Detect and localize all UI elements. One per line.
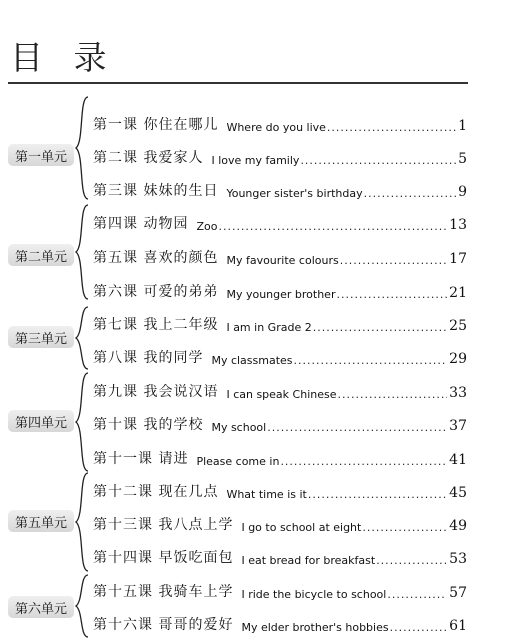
toc-row-lesson-10[interactable] bbox=[93, 410, 467, 434]
page-title: 目 录 bbox=[10, 38, 117, 77]
toc-row-lesson-7[interactable] bbox=[93, 310, 467, 334]
lesson-page-number: 5 bbox=[458, 151, 467, 167]
lesson-page-number: 37 bbox=[449, 418, 467, 434]
lesson-en-title: I love my family bbox=[211, 154, 300, 167]
lesson-page-number: 57 bbox=[449, 585, 467, 601]
dot-leader bbox=[267, 421, 447, 434]
lesson-en-title: My elder brother's hobbies bbox=[241, 621, 389, 634]
toc-row-lesson-16[interactable] bbox=[93, 610, 467, 634]
unit-label-2: 第二单元 bbox=[8, 244, 74, 266]
toc-row-lesson-2[interactable] bbox=[93, 143, 467, 167]
lesson-page-number: 29 bbox=[449, 351, 467, 367]
lesson-page-number: 25 bbox=[449, 318, 467, 334]
dot-leader bbox=[327, 121, 456, 134]
title-divider bbox=[8, 82, 468, 84]
lesson-cn-title: 第五课 喜欢的颜色 bbox=[93, 250, 219, 266]
brace-icon bbox=[75, 472, 91, 572]
lesson-en-title: I eat bread for breakfast bbox=[241, 554, 376, 567]
lesson-en-title: My school bbox=[211, 421, 267, 434]
dot-leader bbox=[300, 154, 456, 167]
unit-label-4: 第四单元 bbox=[8, 410, 74, 432]
toc-row-lesson-6[interactable] bbox=[93, 277, 467, 301]
dot-leader bbox=[390, 621, 448, 634]
lesson-page-number: 33 bbox=[449, 385, 467, 401]
lesson-en-title: I go to school at eight bbox=[241, 521, 362, 534]
lesson-cn-title: 第二课 我爱家人 bbox=[93, 150, 204, 166]
lesson-page-number: 45 bbox=[449, 485, 467, 501]
lesson-en-title: I am in Grade 2 bbox=[226, 321, 312, 334]
lesson-page-number: 41 bbox=[449, 452, 467, 468]
lesson-page-number: 9 bbox=[458, 184, 467, 200]
lesson-cn-title: 第四课 动物园 bbox=[93, 216, 189, 232]
toc-row-lesson-11[interactable] bbox=[93, 444, 467, 468]
lesson-page-number: 49 bbox=[449, 518, 467, 534]
dot-leader bbox=[218, 220, 447, 233]
lesson-en-title: Younger sister's birthday bbox=[226, 187, 363, 200]
dot-leader bbox=[362, 521, 447, 534]
lesson-page-number: 1 bbox=[458, 118, 467, 134]
lesson-cn-title: 第十五课 我骑车上学 bbox=[93, 584, 234, 600]
lesson-en-title: What time is it bbox=[226, 488, 307, 501]
unit-label-3: 第三单元 bbox=[8, 326, 74, 348]
lesson-cn-title: 第十二课 现在几点 bbox=[93, 484, 219, 500]
lesson-cn-title: 第十一课 请进 bbox=[93, 451, 189, 467]
toc-row-lesson-14[interactable] bbox=[93, 543, 467, 567]
brace-icon bbox=[75, 204, 91, 300]
toc-row-lesson-4[interactable] bbox=[93, 209, 467, 233]
unit-label-1: 第一单元 bbox=[8, 144, 74, 166]
toc-row-lesson-13[interactable] bbox=[93, 510, 467, 534]
lesson-en-title: My younger brother bbox=[226, 288, 336, 301]
lesson-en-title: Zoo bbox=[196, 220, 218, 233]
dot-leader bbox=[364, 187, 456, 200]
dot-leader bbox=[294, 354, 448, 367]
dot-leader bbox=[308, 488, 447, 501]
brace-icon bbox=[75, 372, 91, 472]
toc-row-lesson-5[interactable] bbox=[93, 243, 467, 267]
dot-leader bbox=[387, 588, 447, 601]
toc-row-lesson-12[interactable] bbox=[93, 477, 467, 501]
lesson-en-title: My classmates bbox=[211, 354, 293, 367]
dot-leader bbox=[313, 321, 447, 334]
lesson-cn-title: 第九课 我会说汉语 bbox=[93, 384, 219, 400]
lesson-cn-title: 第一课 你住在哪儿 bbox=[93, 117, 219, 133]
brace-icon bbox=[75, 96, 91, 200]
brace-icon bbox=[75, 306, 91, 370]
lesson-cn-title: 第十六课 哥哥的爱好 bbox=[93, 617, 234, 633]
lesson-page-number: 13 bbox=[449, 217, 467, 233]
lesson-page-number: 61 bbox=[449, 618, 467, 634]
toc-row-lesson-8[interactable] bbox=[93, 343, 467, 367]
lesson-cn-title: 第十三课 我八点上学 bbox=[93, 517, 234, 533]
brace-icon bbox=[75, 574, 91, 638]
dot-leader bbox=[376, 554, 447, 567]
dot-leader bbox=[338, 388, 448, 401]
toc-row-lesson-3[interactable] bbox=[93, 176, 467, 200]
lesson-page-number: 17 bbox=[449, 251, 467, 267]
lesson-cn-title: 第七课 我上二年级 bbox=[93, 317, 219, 333]
lesson-page-number: 21 bbox=[449, 285, 467, 301]
lesson-en-title: Please come in bbox=[196, 455, 280, 468]
unit-label-5: 第五单元 bbox=[8, 510, 74, 532]
lesson-cn-title: 第十四课 早饭吃面包 bbox=[93, 550, 234, 566]
lesson-en-title: I can speak Chinese bbox=[226, 388, 337, 401]
unit-label-6: 第六单元 bbox=[8, 596, 74, 618]
lesson-en-title: I ride the bicycle to school bbox=[241, 588, 387, 601]
lesson-cn-title: 第十课 我的学校 bbox=[93, 417, 204, 433]
dot-leader bbox=[340, 254, 447, 267]
toc-row-lesson-9[interactable] bbox=[93, 377, 467, 401]
lesson-page-number: 53 bbox=[449, 551, 467, 567]
lesson-cn-title: 第六课 可爱的弟弟 bbox=[93, 284, 219, 300]
toc-row-lesson-15[interactable] bbox=[93, 577, 467, 601]
dot-leader bbox=[280, 455, 447, 468]
lesson-en-title: My favourite colours bbox=[226, 254, 339, 267]
lesson-cn-title: 第八课 我的同学 bbox=[93, 350, 204, 366]
toc-row-lesson-1[interactable] bbox=[93, 110, 467, 134]
lesson-en-title: Where do you live bbox=[226, 121, 326, 134]
lesson-cn-title: 第三课 妹妹的生日 bbox=[93, 183, 219, 199]
dot-leader bbox=[336, 288, 447, 301]
